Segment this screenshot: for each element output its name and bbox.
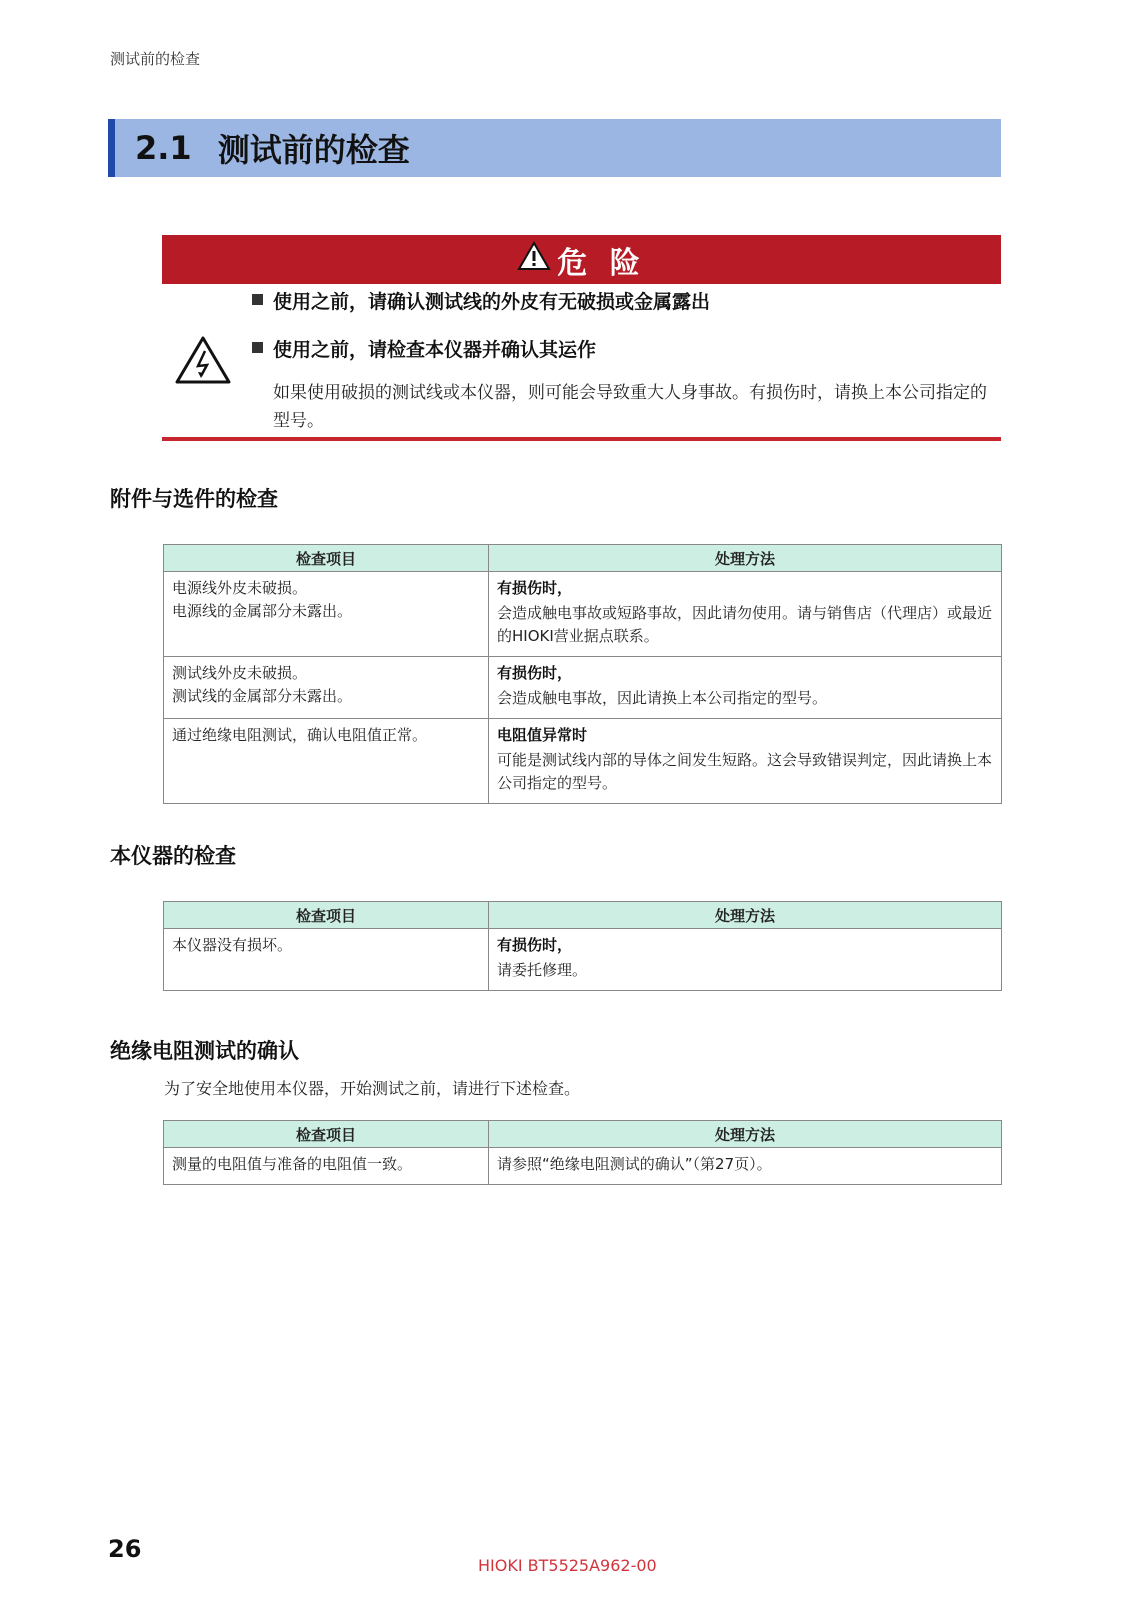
column-header-check: 检查项目 [164,545,489,572]
action-cell [489,929,1002,991]
check-text: 测量的电阻值与准备的电阻值一致。 [172,1155,413,1173]
page-number: 26 [108,1535,142,1563]
insulation-table [163,1120,1002,1185]
section-title: 测试前的检查 [217,131,410,169]
action-text: 会造成触电事故或短路事故，因此请勿使用。请与销售店（代理店）或最近的HIOKI营业据点联系。 [497,604,993,645]
action-title: 有损伤时， [497,664,573,682]
table-row [164,572,1002,657]
section-title-bar [108,119,1001,177]
danger-notice [162,235,1001,441]
check-text: 测试线的金属部分未露出。 [172,687,353,705]
check-text: 通过绝缘电阻测试，确认电阻值正常。 [172,726,428,744]
action-cell [489,572,1002,657]
action-title: 有损伤时， [497,936,573,954]
action-cell [489,657,1002,719]
danger-header [162,235,1001,284]
section-number: 2.1 [135,129,192,167]
check-cell [164,719,489,804]
check-cell [164,1148,489,1185]
danger-note: 如果使用破损的测试线或本仪器，则可能会导致重大人身事故。有损伤时，请换上本公司指定的型号。 [273,383,987,431]
table-row [164,719,1002,804]
check-text: 测试线外皮未破损。 [172,664,308,682]
electric-shock-icon [174,335,232,385]
running-header: 测试前的检查 [110,50,201,68]
bullet-square-icon [252,294,263,305]
check-text: 本仪器没有损坏。 [172,936,293,954]
danger-item-1 [252,287,710,314]
column-header-check: 检查项目 [164,1121,489,1148]
column-header-action: 处理方法 [489,545,1002,572]
action-title: 电阻值异常时 [497,726,588,744]
action-text: 请参照“绝缘电阻测试的确认”（第27页）。 [497,1155,772,1173]
accessories-heading: 附件与选件的检查 [110,487,278,511]
column-header-action: 处理方法 [489,902,1002,929]
table-row [164,657,1002,719]
insulation-heading: 绝缘电阻测试的确认 [110,1039,299,1063]
document-code: HIOKI BT5525A962-00 [478,1556,657,1575]
instrument-heading: 本仪器的检查 [110,844,236,868]
danger-item-text: 使用之前，请检查本仪器并确认其运作 [273,339,597,361]
bullet-square-icon [252,342,263,353]
check-cell [164,657,489,719]
column-header-action: 处理方法 [489,1121,1002,1148]
action-cell [489,1148,1002,1185]
check-text: 电源线外皮未破损。 [172,579,308,597]
column-header-check: 检查项目 [164,902,489,929]
action-text: 会造成触电事故，因此请换上本公司指定的型号。 [497,689,828,707]
action-title: 有损伤时， [497,579,573,597]
insulation-intro: 为了安全地使用本仪器，开始测试之前，请进行下述检查。 [164,1079,581,1098]
danger-divider [162,437,1001,441]
action-text: 可能是测试线内部的导体之间发生短路。这会导致错误判定，因此请换上本公司指定的型号。 [497,751,993,792]
danger-label: 危 险 [557,245,646,281]
action-cell [489,719,1002,804]
check-text: 电源线的金属部分未露出。 [172,602,353,620]
instrument-table [163,901,1002,991]
table-row [164,929,1002,991]
warning-triangle-icon [517,241,551,279]
check-cell [164,572,489,657]
table-row [164,1148,1002,1185]
check-cell [164,929,489,991]
danger-item-text: 使用之前，请确认测试线的外皮有无破损或金属露出 [273,291,711,313]
danger-item-2 [252,335,596,362]
action-text: 请委托修理。 [497,961,588,979]
accessories-table [163,544,1002,804]
